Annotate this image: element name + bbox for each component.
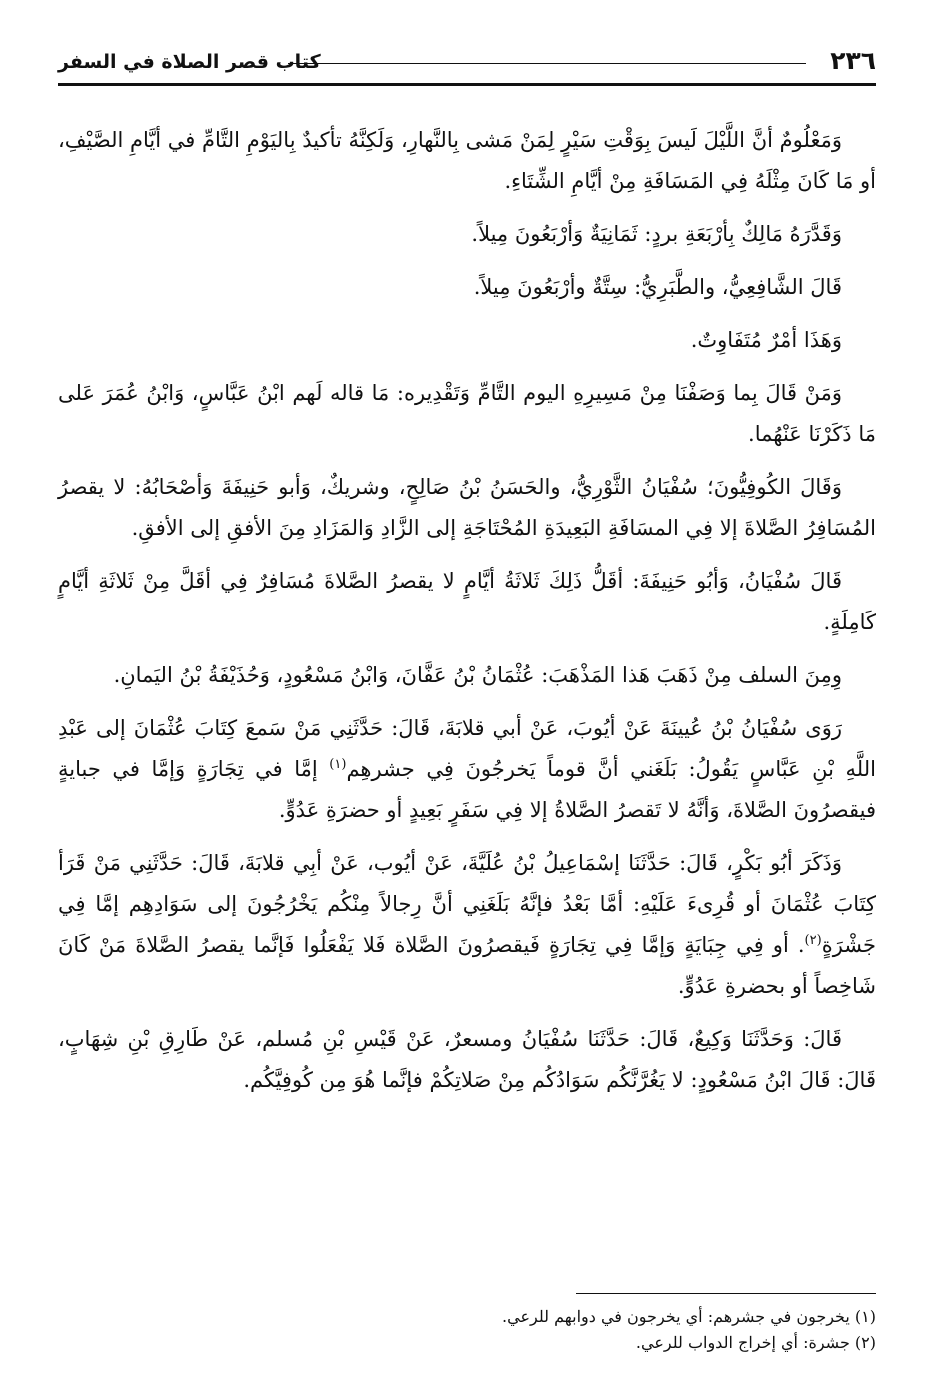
paragraph-text: وَمَعْلُومٌ أنَّ اللَّيْلَ لَيسَ بِوَقْتِ سَيْرٍ لِمَنْ مَشى بِالنَّهارِ، وَلَكِنَّهُ تأكيدٌ بِاليَوْمِ التَّامِّ في أيَّامِ الصَّيْفِ، أو مَا كَانَ مِثْلَهُ فِي المَسَافَةِ مِنْ أيَّامِ الشِّتَاءِ. [58,128,876,193]
paragraph-text: وَمَنْ قَالَ بِما وَصَفْنَا مِنْ مَسِيرِهِ اليوم التَّامِّ وَتَقْدِيره: مَا قاله لَهم ابْنُ عَبَّاسٍ، وَابْنُ عُمَرَ عَلى مَا ذَكَرْنَا عَنْهُما. [58,381,876,446]
paragraph-text: رَوَى سُفْيَانُ بْنُ عُيينَةَ عَنْ أيُوبَ، عَنْ أبي قلابَةَ، قَالَ: حَدَّثَنِي مَنْ سَمعَ كِتَابَ عُثْمَانَ إلى عَبْدِ اللَّهِ بْنِ عَبَّاسٍ يَقُولُ: بَلَغَني أنَّ قوماً يَخرجُونَ فِي جشرهِم [58,716,876,781]
paragraph-6 [58,467,876,549]
footnote-separator [576,1293,876,1294]
footnotes-section [58,1293,876,1356]
paragraph-5 [58,373,876,455]
footnote-ref-1: (١) [329,757,347,772]
paragraph-9 [58,708,876,831]
paragraph-text: وَقَالَ الكُوفِيُّونَ؛ سُفْيَانُ الثَّوْرِيُّ، والحَسَنُ بْنُ صَالِحٍ، وشريكٌ، وَأبو حَنِيفَةَ وَأصْحَابُهُ: لا يقصرُ المُسَافِرُ الصَّلاةَ إلا فِي المسَافَةِ البَعِيدَةِ المُحْتَاجَةِ إلى الزَّادِ وَالمَزَادِ مِنَ الأفقِ إلى الأفقِ. [58,475,876,540]
paragraph-8 [58,655,876,696]
paragraph-text: قَالَ: وَحَدَّثَنَا وَكِيعٌ، قَالَ: حَدَّثَنَا سُفْيَانُ ومسعرٌ، عَنْ قَيْسِ بْنِ مُسلم، عَنْ طَارِقِ بْنِ شِهَابٍ، قَالَ: قَالَ ابْنُ مَسْعُودٍ: لا يَغُرَّنَّكُم سَوَادُكُم مِنْ صَلاتِكُمْ فإنَّما هُوَ مِن كُوفِيَّكُم. [58,1027,876,1092]
main-text [58,120,876,1101]
paragraph-text-continued: . أو فِي جِبَايَةٍ وَإمَّا فِي تِجَارَةٍ فَيقصرُونَ الصَّلاة فَلا يَفْعَلُوا فَإنَّما يقصرُ الصَّلاةَ مَنْ كَانَ شَاخِصاً أو بحضرةِ عَدُوٍّ. [58,933,876,998]
paragraph-1 [58,120,876,202]
header-rule [288,63,806,64]
paragraph-11 [58,1019,876,1101]
paragraph-7 [58,561,876,643]
paragraph-text: وَذَكَرَ أبُو بَكْرٍ، قَالَ: حَدَّثَنَا إسْمَاعِيلُ بْنُ عُلَيَّةَ، عَنْ أيُوب، عَنْ أبِي قلابَةَ، قَالَ: حَدَّثَنِي مَنْ قَرَأ كِتَابَ عُثْمَانَ أو قُرِىءَ عَلَيْهِ: أمَّا بَعْدُ فإنَّهُ بَلَغَنِي أنَّ رِجالاً مِنْكُم يَخْرُجُونَ إلى سَوَادِهِم إمَّا فِي جَشْرَةٍ [58,851,876,957]
paragraph-text: قَالَ سُفْيَانُ، وَأبُو حَنِيفَةَ: أقَلُّ ذَلِكَ ثَلاثَةُ أيَّامٍ لا يقصرُ الصَّلاةَ مُسَافِرٌ فِي أقَلَّ مِنْ ثَلاثَةِ أيَّامٍ كَامِلَةٍ. [58,569,876,634]
running-title: كتاب قصر الصلاة في السفر [58,51,321,73]
running-header [58,38,876,86]
footnote-1: (١) يخرجون في جشرهم: أي يخرجون في دوابهم للرعي. [502,1307,876,1326]
paragraph-text: وَهَذَا أمْرٌ مُتَفَاوِتٌ. [690,328,842,352]
paragraph-text-continued: إمَّا في تِجَارَةٍ وَإمَّا في جبايةٍ فيقصرُونَ الصَّلاةَ، وَأنَّهُ لا تَقصرُ الصَّلاةُ إلا فِي سَفَرٍ بَعِيدٍ أو حضرَةِ عَدُوٍّ. [58,757,876,822]
paragraph-text: وِمِنَ السلف مِنْ ذَهَبَ هَذا المَذْهَبَ: عُثْمَانُ بْنُ عَفَّانَ، وَابْنُ مَسْعُودٍ، وَحُذَيْفَةُ بْنُ اليَمانِ. [113,663,842,687]
footnote-2: (٢) جشرة: أي إخراج الدواب للرعي. [635,1333,876,1352]
paragraph-text: قَالَ الشَّافِعِيُّ، والطَّبَرِيُّ: سِتَّةٌ وأرْبَعُونَ مِيلاً. [473,275,842,299]
book-page [58,38,876,1358]
paragraph-4 [58,320,876,361]
paragraph-2 [58,214,876,255]
page-number: ٢٣٦ [830,46,876,75]
paragraph-3 [58,267,876,308]
paragraph-10 [58,843,876,1007]
footnote-ref-2: (٢) [804,933,822,948]
paragraph-text: وَقَدَّرَهُ مَالِكٌ بِأرْبَعَةِ بردٍ: ثَمَانِيَةٌ وَأرْبَعُونَ مِيلاً. [471,222,842,246]
